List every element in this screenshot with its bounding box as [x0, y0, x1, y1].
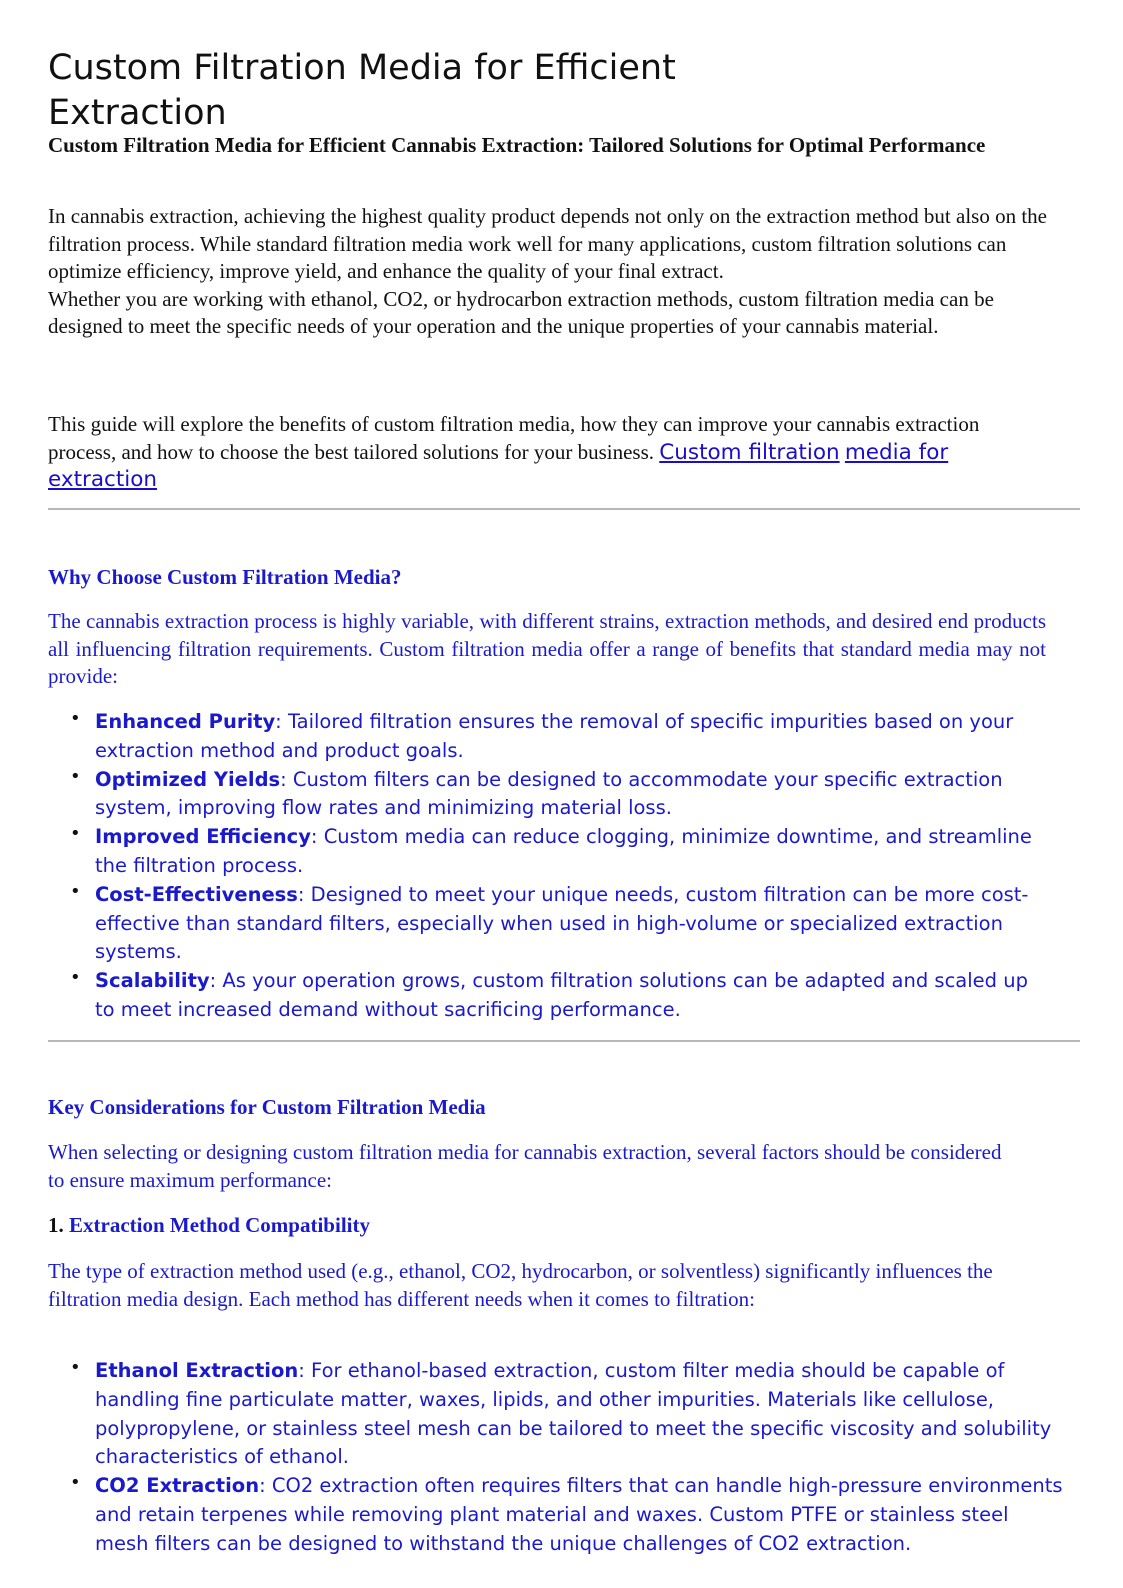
intro-paragraph-3: [48, 411, 1023, 494]
why-intro: The cannabis extraction process is highly variable, with different strains, extraction methods, and desired end products all influencing filtration requirements. Custom filtration media offer a range of benefits that standard media may not provide:: [48, 609, 1046, 688]
extraction-methods-list: [48, 1357, 1063, 1559]
list-item: [48, 1472, 1063, 1558]
extraction-method-text: The type of extraction method used (e.g., ethanol, CO2, hydrocarbon, or solventless) significantly influences the filtration media design. Each method has different needs when it comes to filtration:: [48, 1259, 993, 1311]
bullet-icon: •: [70, 1472, 81, 1494]
why-heading: Why Choose Custom Filtration Media?: [48, 565, 402, 589]
list-item: [48, 708, 1048, 766]
custom-filtration-link[interactable]: Custom filtration: [659, 439, 840, 465]
bullet-term: Enhanced Purity: [95, 710, 276, 733]
list-item: [48, 967, 1048, 1025]
intro-paragraph-3-text: This guide will explore the benefits of custom filtration media, how they can improve your cannabis extraction process, and how to choose the best tailored solutions for your business.: [48, 412, 980, 464]
bullet-text: : Designed to meet your unique needs, custom filtration can be more cost-effective than standard filters, especially when used in high-volume or specialized extraction systems.: [95, 882, 1029, 964]
bullet-text: : CO2 extraction often requires filters that can handle high-pressure environments and retain terpenes while removing plant material and waxes. Custom PTFE or stainless steel mesh filters can be designed to withstand the unique challenges of CO2 extraction.: [95, 1474, 1063, 1555]
subsection-number: 1.: [48, 1213, 64, 1237]
bullet-term: Ethanol Extraction: [95, 1359, 299, 1382]
extraction-method-heading: [48, 1211, 370, 1239]
list-item: [48, 766, 1048, 824]
bullet-term: Optimized Yields: [95, 767, 281, 791]
bullet-icon: •: [70, 1357, 81, 1378]
bullet-term: Cost-Effectiveness: [95, 882, 298, 906]
benefits-list: [48, 708, 1048, 1025]
divider-2: [48, 1040, 1080, 1042]
bullet-text: : As your operation grows, custom filtration solutions can be adapted and scaled up to meet increased demand without sacrificing performance.: [95, 969, 1028, 1021]
bullet-icon: •: [70, 823, 81, 845]
document-title: Custom Filtration Media for Efficient Extraction: [48, 48, 676, 133]
bullet-text: : Custom media can reduce clogging, minimize downtime, and streamline the filtration process.: [95, 825, 1032, 877]
intro-paragraph-2: Whether you are working with ethanol, CO2, or hydrocarbon extraction methods, custom filtration media can be designed to meet the specific needs of your operation and the unique properties of your cannabis material.: [48, 286, 994, 338]
bullet-term: CO2 Extraction: [95, 1474, 260, 1498]
intro-paragraph-1: In cannabis extraction, achieving the highest quality product depends not only on the extraction method but also on the filtration process. While standard filtration media work well for many applications, custom filtration solutions can optimize efficiency, improve yield, and enhance the quality of your final extract.: [48, 204, 1047, 283]
divider-1: [48, 508, 1080, 510]
bullet-icon: •: [70, 967, 81, 989]
bullet-text: : Tailored filtration ensures the removal of specific impurities based on your extraction method and product goals.: [95, 710, 1014, 762]
bullet-term: Scalability: [95, 969, 210, 993]
considerations-heading: Key Considerations for Custom Filtration Media: [48, 1095, 486, 1119]
bullet-icon: •: [70, 765, 81, 787]
list-item: [48, 1357, 1063, 1472]
list-item: [48, 823, 1048, 881]
document-subtitle: Custom Filtration Media for Efficient Cannabis Extraction: Tailored Solutions for Optimal Performance: [48, 133, 986, 157]
list-item: [48, 881, 1048, 967]
subsection-title: Extraction Method Compatibility: [69, 1213, 370, 1237]
intro-section: [48, 203, 1068, 341]
bullet-text: : Custom filters can be designed to accommodate your specific extraction system, improving flow rates and minimizing material loss.: [95, 767, 1003, 820]
bullet-text: : For ethanol-based extraction, custom filter media should be capable of handling fine particulate matter, waxes, lipids, and other impurities. Materials like cellulose, polypropylene, or stainless steel mesh can be tailored to meet the specific viscosity and solubility characteristics of ethanol.: [95, 1359, 1052, 1469]
bullet-term: Improved Efficiency: [95, 825, 311, 849]
considerations-intro: When selecting or designing custom filtration media for cannabis extraction, several factors should be considered to ensure maximum performance:: [48, 1140, 1002, 1192]
bullet-icon: •: [70, 880, 81, 902]
media-for-extraction-link[interactable]: media for extraction: [48, 439, 949, 492]
bullet-icon: •: [70, 708, 81, 729]
